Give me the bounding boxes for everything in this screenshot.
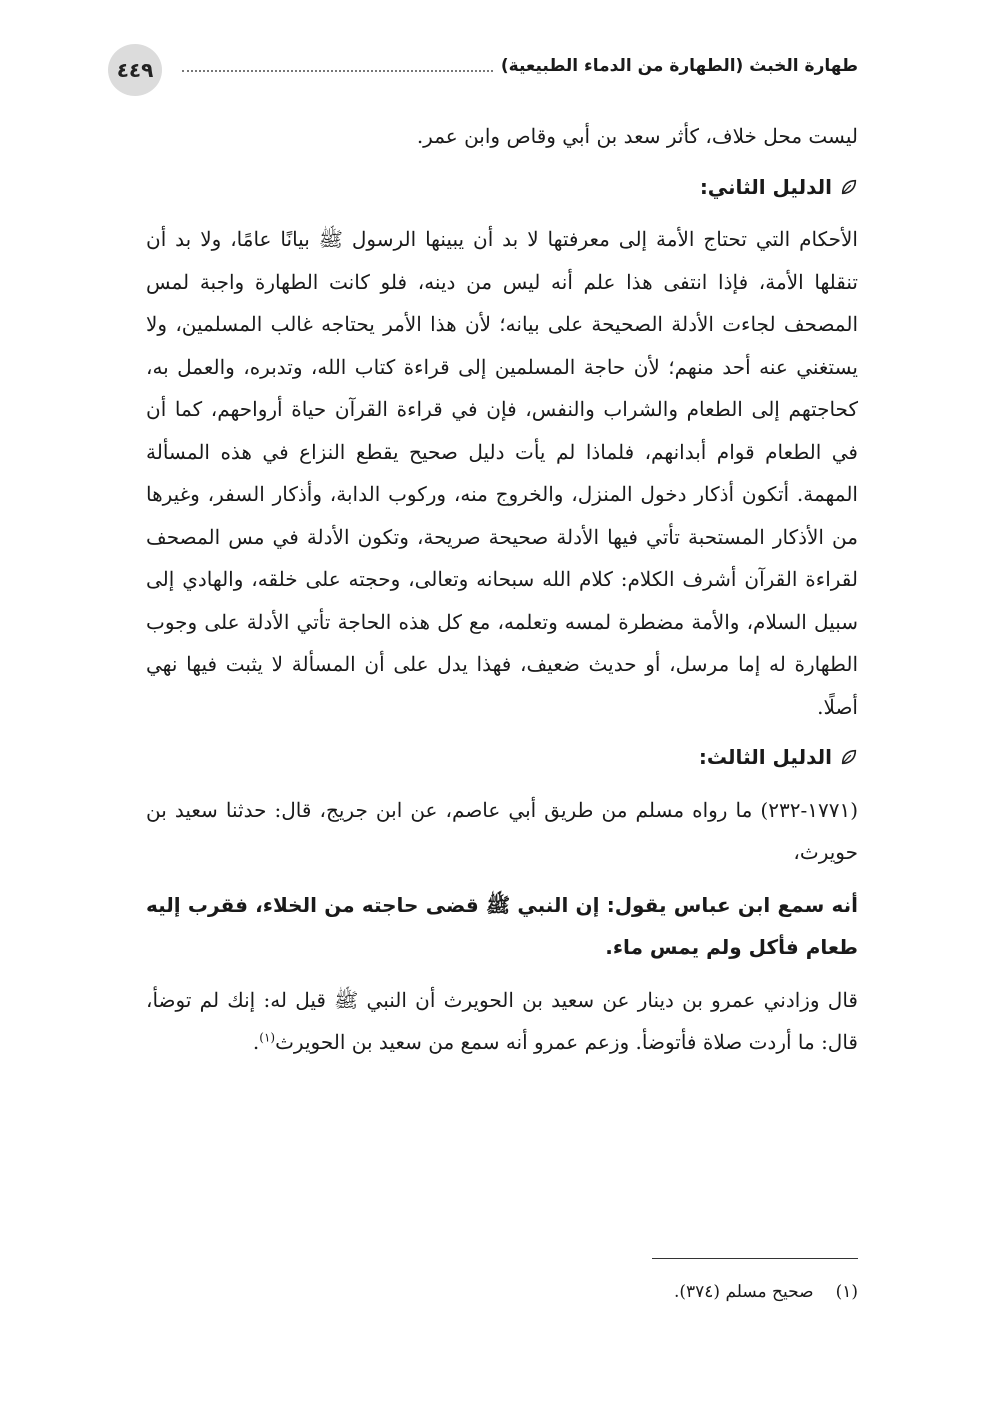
second-evidence-paragraph: الأحكام التي تحتاج الأمة إلى معرفتها لا بد أن يبينها الرسول ﷺ بيانًا عامًا، ولا بد أن تنقلها الأمة، فإذا انتفى هذا علم أنه ليس من دينه، فلو كانت الطهارة واجبة لمس المصحف لجاءت الأدلة الصحيحة على بيانه؛ لأن هذا الأمر يحتاجه غالب المسلمين، ولا يستغني عنه أحد منهم؛ لأن حاجة المسلمين إلى قراءة كتاب الله، وتدبره، والعمل به، كحاجتهم إلى الطعام والشراب والنفس، فإن في قراءة القرآن حياة أرواحهم، كما أن في الطعام قوام أبدانهم، فلماذا لم يأت دليل صحيح يقطع النزاع في هذه المسألة المهمة. أتكون أذكار دخول المنزل، والخروج منه، وركوب الدابة، وأذكار السفر، وغيرها من الأذكار المستحبة تأتي فيها الأدلة صحيحة صريحة، وتكون الأدلة في مس المصحف لقراءة القرآن أشرف الكلام: كلام الله سبحانه وتعالى، وحجته على خلقه، والهادي إلى سبيل السلام، والأمة مضطرة لمسه وتعلمه، مع كل هذه الحاجة تأتي الأدلة على وجوب الطهارة له إما مرسل، أو حديث ضعيف، فهذا يدل على أن المسألة لا يثبت فيها نهي أصلًا.	[146, 227, 858, 719]
footnote-text: صحيح مسلم (٣٧٤).	[673, 1282, 814, 1302]
heading-second-label: الدليل الثاني:	[699, 174, 832, 199]
hadith-text: أنه سمع ابن عباس يقول: إن النبي ﷺ قضى حاجته من الخلاء، فقرب إليه طعام فأكل ولم يمس ماء.	[146, 892, 858, 959]
footnote-divider	[652, 1258, 858, 1259]
running-head	[174, 56, 858, 76]
leaf-ornament-icon	[840, 748, 858, 766]
page-number: ٤٤٩	[108, 44, 162, 96]
third-evidence-paragraph: (١٧٧١-٢٣٢) ما رواه مسلم من طريق أبي عاصم، عن ابن جريج، قال: حدثنا سعيد بن حويرث،	[146, 797, 858, 864]
footnote	[146, 1278, 858, 1306]
page-body	[146, 115, 858, 1064]
footnote-marker[interactable]: (١)	[259, 1030, 276, 1045]
intro-line: ليست محل خلاف، كأثر سعد بن أبي وقاص وابن عمر.	[416, 124, 858, 148]
leaf-ornament-icon	[840, 178, 858, 196]
closing-text: قال وزادني عمرو بن دينار عن سعيد بن الحويرث أن النبي ﷺ قيل له: إنك لم توضأ، قال: ما أردت صلاة فأتوضأ. وزعم عمرو أنه سمع من سعيد بن الحويرث	[146, 987, 858, 1054]
closing-period: .	[252, 1030, 260, 1054]
running-title: طهارة الخبث (الطهارة من الدماء الطبيعية)	[500, 56, 858, 76]
heading-third-evidence	[146, 736, 858, 779]
heading-third-label: الدليل الثالث:	[698, 745, 832, 769]
footnote-number: (١)	[835, 1282, 858, 1302]
closing-paragraph	[146, 979, 858, 1064]
page-header	[108, 44, 858, 96]
dotted-leader	[182, 70, 493, 72]
heading-second-evidence	[146, 166, 858, 209]
